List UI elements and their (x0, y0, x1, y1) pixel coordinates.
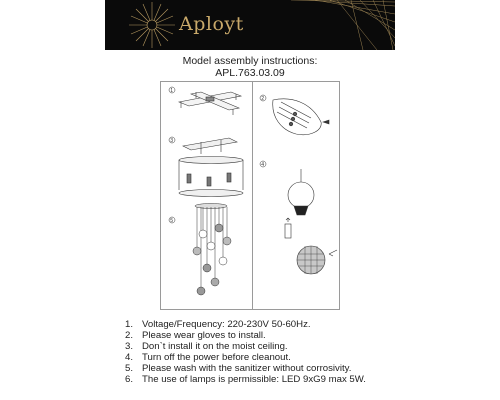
list-item-number: 6. (125, 374, 134, 386)
list-item-number: 5. (125, 363, 134, 375)
list-item (125, 352, 366, 363)
wire-terminal-connection-icon (273, 99, 329, 135)
panel-4 (260, 161, 337, 274)
list-item (125, 374, 366, 385)
panel-3 (169, 137, 243, 197)
list-item (125, 341, 366, 352)
list-item-text: Voltage/Frequency: 220-230V 50-60Hz. (142, 319, 311, 330)
panel-1-number: 1 (170, 87, 174, 94)
panel-5 (169, 204, 231, 296)
list-item-number: 2. (125, 330, 134, 342)
list-item-text: Turn off the power before cleanout. (142, 352, 291, 364)
list-item (125, 319, 366, 330)
panel-4-number: 4 (261, 161, 265, 168)
list-item-number: 4. (125, 352, 134, 364)
list-item-text: Don`t install it on the moist ceiling. (142, 341, 288, 353)
list-item-text: Please wear gloves to install. (142, 330, 266, 342)
brand-name: Aployt (179, 13, 244, 35)
panel-5-number: 5 (170, 217, 174, 224)
model-number: APL.763.03.09 (215, 67, 285, 79)
list-item-text: Please wash with the sanitizer without corrosivity. (142, 363, 352, 375)
document-title: Model assembly instructions: (182, 55, 318, 67)
sunburst-icon (105, 0, 395, 50)
panel-2 (260, 95, 329, 135)
list-item (125, 363, 366, 374)
globe-shade-assembly-icon (285, 169, 337, 274)
list-item-number: 1. (125, 319, 134, 330)
list-item-text: The use of lamps is permissible: LED 9xG9 max 5W. (142, 374, 366, 386)
assembly-figure (160, 81, 340, 310)
panel-1 (169, 87, 241, 115)
brand-banner (105, 0, 395, 50)
pendant-chandelier-icon (193, 204, 231, 296)
panel-2-number: 2 (261, 95, 265, 102)
cross-canopy-bracket-icon (179, 92, 241, 115)
panel-3-number: 3 (170, 137, 174, 144)
list-item (125, 330, 366, 341)
ceiling-mount-canopy-icon (179, 138, 243, 197)
list-item-number: 3. (125, 341, 134, 353)
instruction-list (125, 319, 366, 386)
